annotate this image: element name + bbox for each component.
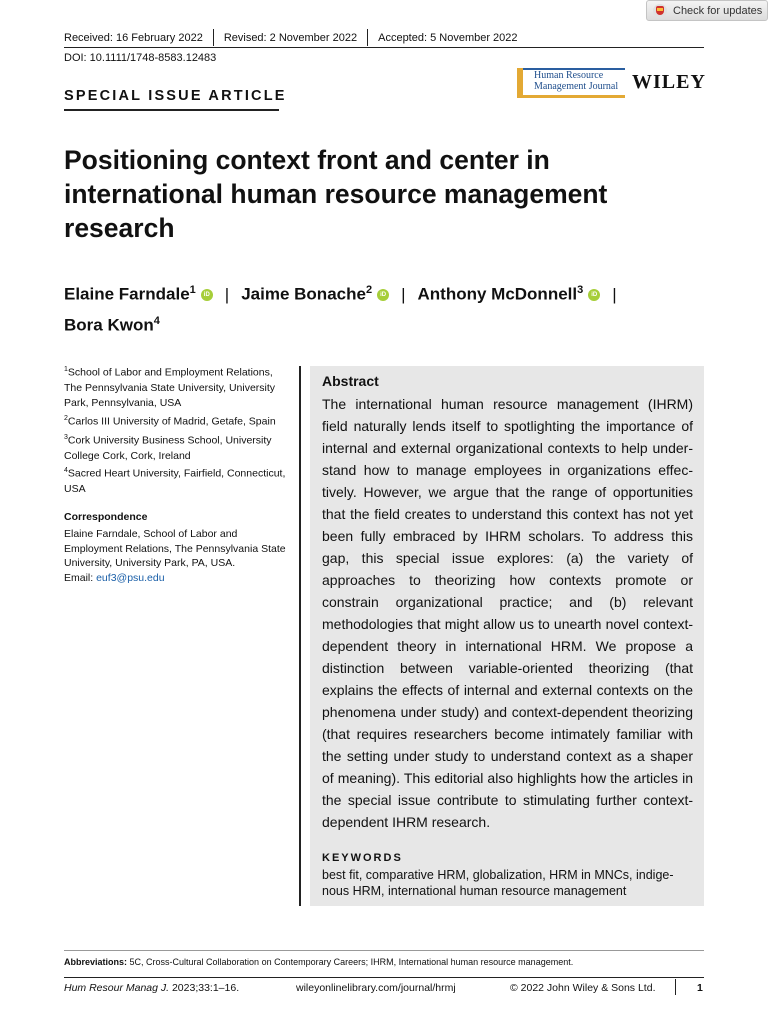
orcid-icon[interactable]: iD xyxy=(588,289,600,301)
divider xyxy=(213,29,214,46)
author-separator: | xyxy=(224,284,230,304)
column-divider xyxy=(299,366,301,906)
page-footer xyxy=(64,982,704,994)
abbreviations-label: Abbreviations: xyxy=(64,957,128,967)
affiliation-text: Sacred Heart University, Fairfield, Connecticut, USA xyxy=(64,467,286,495)
abbreviations-rule xyxy=(64,950,704,951)
abbreviations-text: 5C, Cross-Cultural Collaboration on Contemporary Careers; IHRM, International human resource management. xyxy=(127,957,574,967)
author-affiliation-marker: 3 xyxy=(577,284,584,296)
citation-journal: Hum Resour Manag J. xyxy=(64,982,170,994)
journal-logo xyxy=(517,68,625,98)
correspondence-heading: Correspondence xyxy=(64,511,148,523)
publisher-logo: WILEY xyxy=(632,71,706,93)
revised-date: Revised: 2 November 2022 xyxy=(223,31,358,44)
correspondence-text: Elaine Farndale, School of Labor and Employment Relations, The Pennsylvania State University, University Park, PA, USA. xyxy=(64,528,286,569)
email-label: Email: xyxy=(64,571,97,584)
affiliation-text: Cork University Business School, University College Cork, Cork, Ireland xyxy=(64,434,272,462)
affiliation-marker: 2 xyxy=(64,415,68,422)
affiliation xyxy=(64,362,292,411)
author-affiliation-marker: 1 xyxy=(189,284,196,296)
abbreviations xyxy=(64,957,704,967)
footer-rule xyxy=(64,977,704,978)
affiliation-marker: 3 xyxy=(64,434,68,441)
affiliation-text: School of Labor and Employment Relations, The Pennsylvania State University, University Park, Pennsylvania, USA xyxy=(64,366,276,409)
journal-logo-line1: Human Resource xyxy=(534,70,604,81)
affiliation-marker: 4 xyxy=(64,467,68,474)
affiliation xyxy=(64,463,292,497)
author-name[interactable]: Anthony McDonnell xyxy=(417,284,578,304)
citation xyxy=(64,982,239,994)
page-number: 1 xyxy=(697,982,703,994)
journal-url[interactable]: wileyonlinelibrary.com/journal/hrmj xyxy=(296,982,456,994)
author-name[interactable]: Jaime Bonache xyxy=(241,284,366,304)
check-for-updates-label: Check for updates xyxy=(673,4,763,17)
affiliation xyxy=(64,430,292,464)
article-title: Positioning context front and center in international human resource management research xyxy=(64,145,608,243)
author-affiliation-marker: 4 xyxy=(153,314,160,327)
keywords-heading: KEYWORDS xyxy=(322,852,403,864)
author-list xyxy=(64,277,704,338)
correspondence-block xyxy=(64,527,298,585)
author-name[interactable]: Bora Kwon xyxy=(64,315,154,335)
article-type-underline xyxy=(64,109,279,111)
check-for-updates-button[interactable] xyxy=(646,0,768,21)
divider xyxy=(675,979,676,995)
header-rule xyxy=(64,47,704,48)
copyright: © 2022 John Wiley & Sons Ltd. xyxy=(510,982,656,994)
affiliation-text: Carlos III University of Madrid, Getafe, Spain xyxy=(67,415,276,428)
crossmark-icon xyxy=(653,4,667,18)
orcid-icon[interactable]: iD xyxy=(201,289,213,301)
orcid-icon[interactable]: iD xyxy=(377,289,389,301)
author-affiliation-marker: 2 xyxy=(365,284,373,296)
divider xyxy=(367,29,368,46)
accepted-date: Accepted: 5 November 2022 xyxy=(378,31,518,44)
journal-logo-line2: Management Journal xyxy=(534,80,619,92)
citation-volume: 2023;33:1–16. xyxy=(169,982,240,994)
abstract-text: The international human resource management (IHRM) field naturally lends itself to spotlighting the importance of internal and external organizational contexts to help understand how to manage employees in organizations effectively. However, we argue that the range of opportunities that the field creates to understand this context has not yet been fully embraced by IHRM scholars. To address this gap, this special issue explores: (a) the variety of approaches to theorizing how contexts promote or constrain organizational practice; and (b) relevant methodologies that might allow us to unearth novel context-dependent theory in international HRM. We propose a distinction between variable-oriented theorizing (that explains the effects of internal and external contexts on the phenomena under study) and context-dependent theorizing (that requires researchers become intimately familiar with the setting under study to understand context as a shaper of meaning). This editorial also highlights how the articles in the special issue contribute to stimulating further context-dependent IHRM research. xyxy=(322,396,693,830)
doi[interactable]: DOI: 10.1111/1748-8583.12483 xyxy=(64,52,217,64)
abstract-heading: Abstract xyxy=(322,373,379,389)
affiliation-marker: 1 xyxy=(64,366,68,373)
article-type: SPECIAL ISSUE ARTICLE xyxy=(64,88,287,104)
author-separator: | xyxy=(612,284,617,304)
received-date: Received: 16 February 2022 xyxy=(64,31,203,44)
author-separator: | xyxy=(401,284,406,304)
author-name[interactable]: Elaine Farndale xyxy=(64,284,190,304)
history-dates xyxy=(64,29,704,46)
affiliation xyxy=(64,411,292,430)
email-link[interactable]: euf3@psu.edu xyxy=(96,571,165,584)
keywords-text: best fit, comparative HRM, globalization, HRM in MNCs, indigenous HRM, international human resource management xyxy=(322,868,674,898)
